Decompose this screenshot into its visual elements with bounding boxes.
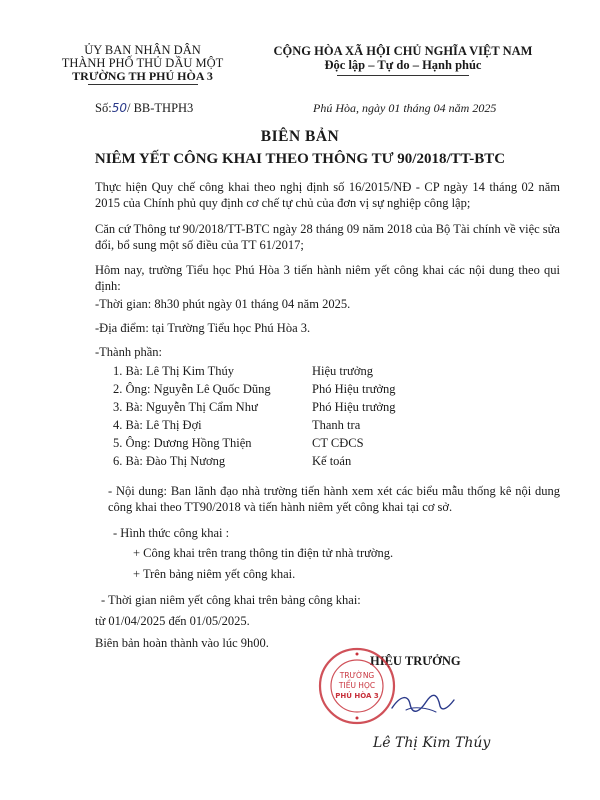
form-item-board: + Trên bảng niêm yết công khai. [133,567,296,581]
basis-paragraph-1: Thực hiện Quy chế công khai theo nghị định số 16/2015/NĐ - CP ngày 14 tháng 02 năm 2015 của Chính phủ quy định cơ chế tự chủ của đơn vị sự nghiệp công lập; [95,180,560,210]
school-seal-stamp [317,646,397,726]
intro-paragraph: Hôm nay, trường Tiểu học Phú Hòa 3 tiến hành niêm yết công khai các nội dung theo qui định: [95,263,560,293]
doc-no-suffix: / BB-THPH3 [126,101,194,115]
document-subtitle: NIÊM YẾT CÔNG KHAI THEO THÔNG TƯ 90/2018/TT-BTC [94,151,506,167]
member-name: 1. Bà: Lê Thị Kim Thúy [113,364,235,378]
member-name: 4. Bà: Lê Thị Đợi [113,418,202,432]
nation-line-1: CỘNG HÒA XÃ HỘI CHỦ NGHĨA VIỆT NAM [273,44,533,58]
member-role: Kế toán [312,454,352,468]
signer-title: HIỆU TRƯỞNG [370,654,461,668]
seal-text-line-3: PHÚ HÒA 3 [335,692,379,700]
member-name: 6. Bà: Đào Thị Nương [113,454,226,468]
seal-text-line-2: TIỂU HỌC [338,681,376,690]
document-date: Phú Hòa, ngày 01 tháng 04 năm 2025 [313,101,497,115]
agency-line-2: THÀNH PHỐ THỦ DẦU MỘT [61,56,224,70]
basis-paragraph-2: Căn cứ Thông tư 90/2018/TT-BTC ngày 28 tháng 09 năm 2018 của Bộ Tài chính về việc sửa đổi, bổ sung một số điều của TT 61/2017; [95,222,560,252]
member-name: 2. Ông: Nguyễn Lê Quốc Dũng [113,382,271,396]
member-name: 3. Bà: Nguyễn Thị Cẩm Như [113,400,258,414]
agency-header [50,44,235,83]
members-label: -Thành phần: [95,345,162,359]
member-role: Phó Hiệu trưởng [312,382,396,396]
seal-text-line-1: TRƯỜNG [339,671,375,680]
form-item-website: + Công khai trên trang thông tin điện tử nhà trường. [133,546,394,560]
meeting-time: -Thời gian: 8h30 phút ngày 01 tháng 04 năm 2025. [95,297,351,311]
doc-no-label: Số: [95,101,112,115]
period-label: - Thời gian niêm yết công khai trên bảng công khai: [101,593,361,607]
signer-name: Lê Thị Kim Thúy [373,735,491,751]
member-name: 5. Ông: Dương Hồng Thiện [113,436,252,450]
document-number [95,101,193,116]
school-name: TRƯỜNG TH PHÚ HÒA 3 [72,69,213,83]
member-role: Hiệu trưởng [312,364,373,378]
agency-underline [88,84,198,85]
member-role: Thanh tra [312,418,361,432]
nation-line-2: Độc lập – Tự do – Hạnh phúc [324,58,482,72]
national-header [258,44,548,72]
agency-line-1: ỦY BAN NHÂN DÂN [84,43,201,57]
completion-note: Biên bản hoàn thành vào lúc 9h00. [95,636,269,650]
content-paragraph: - Nội dung: Ban lãnh đạo nhà trường tiến hành xem xét các biểu mẫu thống kê nội dung công khai theo TT90/2018 và tiến hành niêm yết công khai tại cơ sở. [108,484,560,514]
member-role: Phó Hiệu trưởng [312,400,396,414]
member-role: CT CĐCS [312,436,364,450]
form-label: - Hình thức công khai : [113,526,230,540]
meeting-place: -Địa điểm: tại Trường Tiểu học Phú Hòa 3. [95,321,311,335]
doc-no-value: 50 [111,101,127,115]
nation-underline [337,75,469,76]
handwritten-signature [388,690,458,718]
document-title: BIÊN BẢN [260,128,340,145]
period-value: từ 01/04/2025 đến 01/05/2025. [95,614,250,628]
